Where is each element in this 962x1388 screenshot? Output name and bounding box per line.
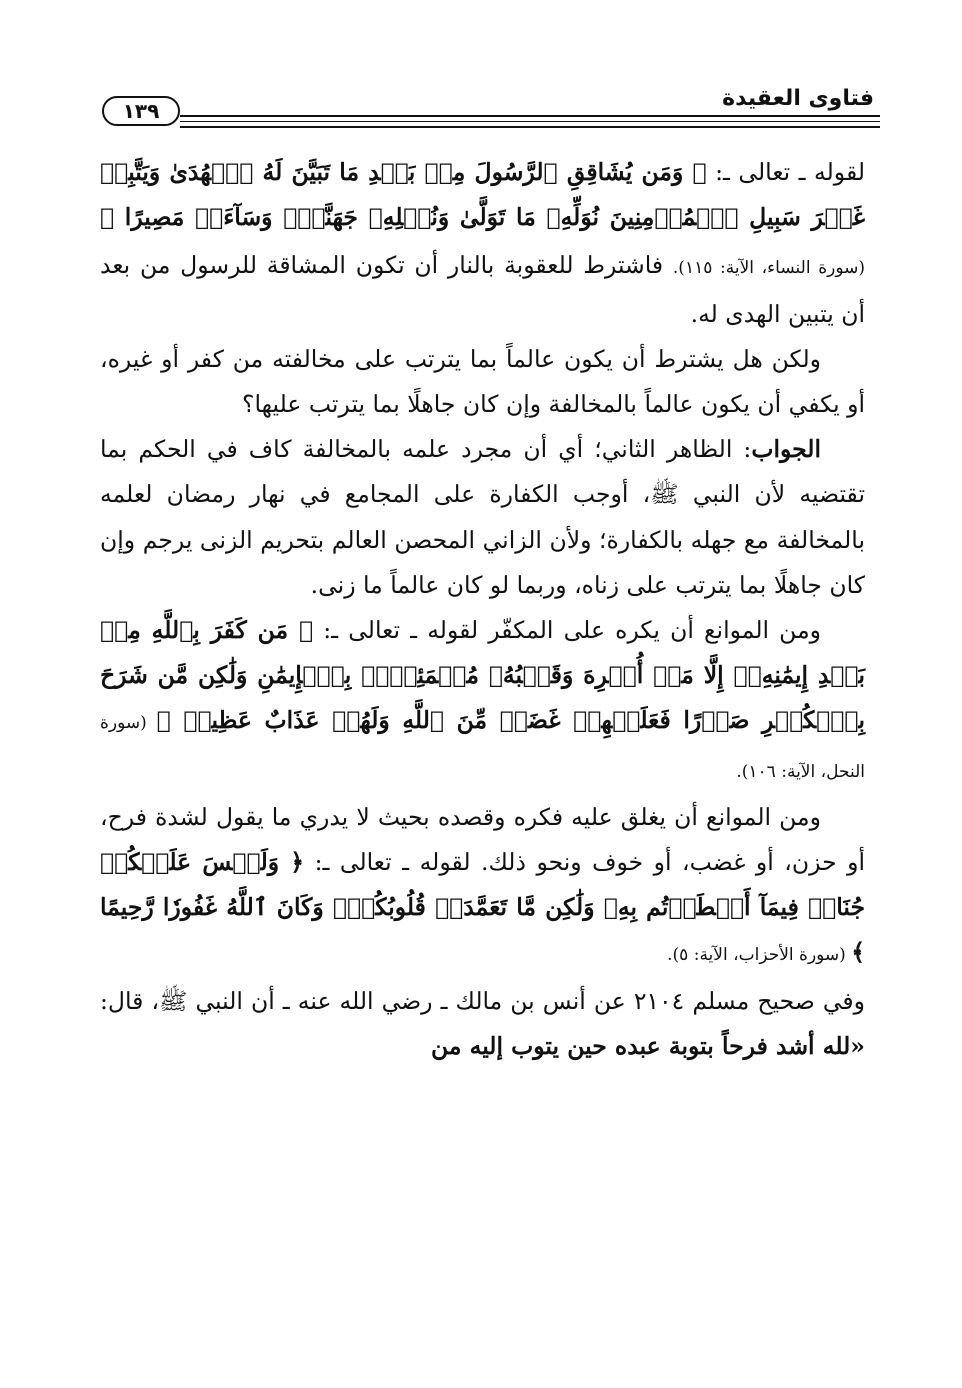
- paragraph-1: [100, 150, 865, 337]
- paragraph-2-question: ولكن هل يشترط أن يكون عالماً بما يترتب على مخالفته من كفر أو غيره، أو يكفي أن يكون عالماً بالمخالفة وإن كان جاهلًا بما يترتب عليها؟: [100, 344, 865, 419]
- verse-reference-nisa: (سورة النساء، الآية: ١١٥).: [672, 258, 865, 279]
- hadith-quote: «لله أشد فرحاً بتوبة عبده حين يتوب إليه من: [430, 1031, 865, 1060]
- paragraph-6: [100, 979, 865, 1069]
- answer-text: : الظاهر الثاني؛ أي أن مجرد علمه بالمخالفة كاف في الحكم بما تقتضيه لأن النبي ﷺ، أوجب الكفارة على المجامع في نهار رمضان لعلمه بالمخالفة مع جهله بالكفارة؛ ولأن الزاني المحصن العالم بتحريم الزنى يرجم وإن كان جاهلًا بما يترتب على زناه، وربما لو كان عالماً ما زنى.: [100, 435, 865, 599]
- paragraph-4-intro: ومن الموانع أن يكره على المكفّر لقوله ـ تعالى ـ:: [313, 616, 822, 645]
- quran-verse-ahzab: ﴿ وَلَيۡسَ عَلَيۡكُمۡ جُنَاحٞ فِيمَآ أَخۡطَأۡتُم بِهِۦ وَلَٰكِن مَّا تَعَمَّدَتۡ قُلُوبُكُمۡۚ وَكَانَ ٱللَّهُ غَفُورٗا رَّحِيمًا ﴾: [100, 848, 865, 967]
- header-rule-bottom: [180, 126, 880, 128]
- paragraph-3: [100, 427, 865, 608]
- page-body: [100, 150, 865, 1069]
- quran-verse-nisa: ﴿ وَمَن يُشَاقِقِ ٱلرَّسُولَ مِنۢ بَعۡدِ مَا تَبَيَّنَ لَهُ ٱلۡهُدَىٰ وَيَتَّبِعۡ غَيۡرَ سَبِيلِ ٱلۡمُؤۡمِنِينَ نُوَلِّهِۦ مَا تَوَلَّىٰ وَنُصۡلِهِۦ جَهَنَّمَۖ وَسَآءَتۡ مَصِيرًا ﴾: [100, 158, 865, 232]
- page-header: [100, 78, 880, 134]
- paragraph-4: [100, 608, 865, 795]
- paragraph-1-conclusion: فاشترط للعقوبة بالنار أن تكون المشاقة للرسول من بعد أن يتبين الهدى له.: [100, 251, 865, 328]
- book-title: فتاوى العقيدة: [722, 86, 874, 111]
- paragraph-6-intro: وفي صحيح مسلم ٢١٠٤ عن أنس بن مالك ـ رضي الله عنه ـ أن النبي ﷺ، قال:: [100, 986, 865, 1015]
- verse-reference-nahl: (سورة النحل، الآية: ١٠٦).: [100, 713, 865, 782]
- quran-verse-nahl: ﴿ مَن كَفَرَ بِٱللَّهِ مِنۢ بَعۡدِ إِيمَٰنِهِۦٓ إِلَّا مَنۡ أُكۡرِهَ وَقَلۡبُهُۥ مُطۡمَئِنُّۢ بِٱلۡإِيمَٰنِ وَلَٰكِن مَّن شَرَحَ بِٱلۡكُفۡرِ صَدۡرًا فَعَلَيۡهِمۡ غَضَبٞ مِّنَ ٱللَّهِ وَلَهُمۡ عَذَابٌ عَظِيمٞ ﴾: [100, 616, 866, 735]
- verse-reference-ahzab: (سورة الأحزاب، الآية: ٥).: [667, 945, 852, 966]
- header-rule-top: [180, 115, 880, 117]
- header-rule-middle: [180, 121, 880, 122]
- paragraph-1-intro: لقوله ـ تعالى ـ:: [706, 158, 865, 186]
- answer-label: الجواب: [751, 435, 821, 464]
- paragraph-5-intro: ومن الموانع أن يغلق عليه فكره وقصده بحيث لا يدري ما يقول لشدة فرح، أو حزن، أو غضب، أو خوف ونحو ذلك. لقوله ـ تعالى ـ:: [100, 802, 866, 877]
- paragraph-5: [100, 795, 865, 979]
- page-number: ١٣٩: [102, 96, 180, 126]
